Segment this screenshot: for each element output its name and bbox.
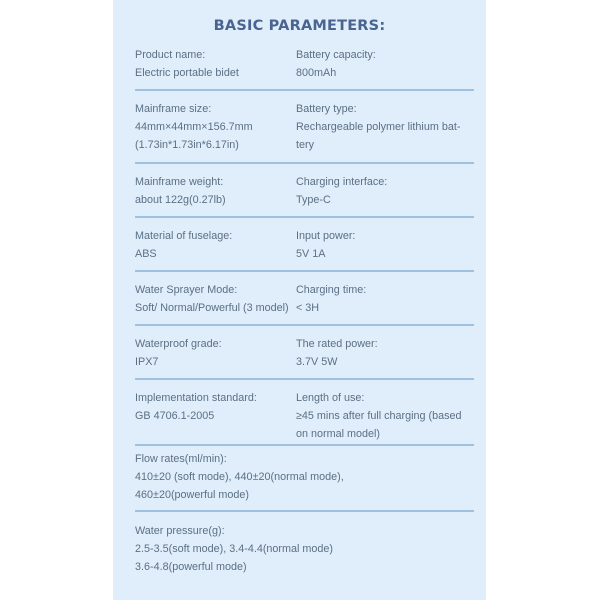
param-label: Water pressure(g): xyxy=(135,525,225,537)
param-battery-type xyxy=(296,100,474,154)
param-value: IPX7 xyxy=(135,356,159,368)
param-length-of-use xyxy=(296,389,474,443)
param-label: Input power: xyxy=(296,230,356,242)
row-divider xyxy=(135,444,474,446)
param-value: about 122g(0.27lb) xyxy=(135,194,226,206)
param-product-name xyxy=(135,46,293,82)
param-label: Mainframe size: xyxy=(135,103,212,115)
param-value: ABS xyxy=(135,248,157,260)
param-value: 460±20(powerful mode) xyxy=(135,489,249,501)
param-label: Charging interface: xyxy=(296,176,388,188)
param-label: Water Sprayer Mode: xyxy=(135,284,238,296)
param-value: Rechargeable polymer lithium bat- xyxy=(296,121,461,133)
param-label: Length of use: xyxy=(296,392,365,404)
param-value: < 3H xyxy=(296,302,320,314)
parameters-panel xyxy=(113,0,486,600)
param-rated-power xyxy=(296,335,474,371)
row-divider xyxy=(135,270,474,272)
param-label: Product name: xyxy=(135,49,206,61)
row-divider xyxy=(135,378,474,380)
param-value: (1.73in*1.73in*6.17in) xyxy=(135,139,239,151)
param-label: Charging time: xyxy=(296,284,367,296)
param-value: Type-C xyxy=(296,194,331,206)
param-value: 44mm×44mm×156.7mm xyxy=(135,121,253,133)
param-value: 3.7V 5W xyxy=(296,356,338,368)
param-material xyxy=(135,227,293,263)
param-label: Mainframe weight: xyxy=(135,176,224,188)
param-label: Battery capacity: xyxy=(296,49,376,61)
param-waterproof xyxy=(135,335,293,371)
param-value: 800mAh xyxy=(296,67,337,79)
row-divider xyxy=(135,510,474,512)
param-value: Soft/ Normal/Powerful (3 model) xyxy=(135,302,289,314)
param-label: Flow rates(ml/min): xyxy=(135,453,227,465)
param-value: ≥45 mins after full charging (based xyxy=(296,410,462,422)
param-mainframe-size xyxy=(135,100,293,154)
param-label: The rated power: xyxy=(296,338,378,350)
param-value: 3.6-4.8(powerful mode) xyxy=(135,561,247,573)
param-charging-interface xyxy=(296,173,474,209)
param-value: tery xyxy=(296,139,314,151)
param-label: Waterproof grade: xyxy=(135,338,222,350)
section-title: BASIC PARAMETERS: xyxy=(213,18,386,34)
param-label: Battery type: xyxy=(296,103,357,115)
param-charging-time xyxy=(296,281,474,317)
param-value: 2.5-3.5(soft mode), 3.4-4.4(normal mode) xyxy=(135,543,334,555)
param-value: GB 4706.1-2005 xyxy=(135,410,215,422)
row-divider xyxy=(135,89,474,91)
param-standard xyxy=(135,389,293,425)
param-mainframe-weight xyxy=(135,173,293,209)
param-value: Electric portable bidet xyxy=(135,67,239,79)
param-battery-capacity xyxy=(296,46,474,82)
param-value: on normal model) xyxy=(296,428,381,440)
param-label: Material of fuselage: xyxy=(135,230,233,242)
param-label: Implementation standard: xyxy=(135,392,257,404)
row-divider xyxy=(135,162,474,164)
param-value: 5V 1A xyxy=(296,248,326,260)
param-input-power xyxy=(296,227,474,263)
row-divider xyxy=(135,324,474,326)
param-value: 410±20 (soft mode), 440±20(normal mode), xyxy=(135,471,344,483)
row-divider xyxy=(135,216,474,218)
param-sprayer-mode xyxy=(135,281,293,317)
